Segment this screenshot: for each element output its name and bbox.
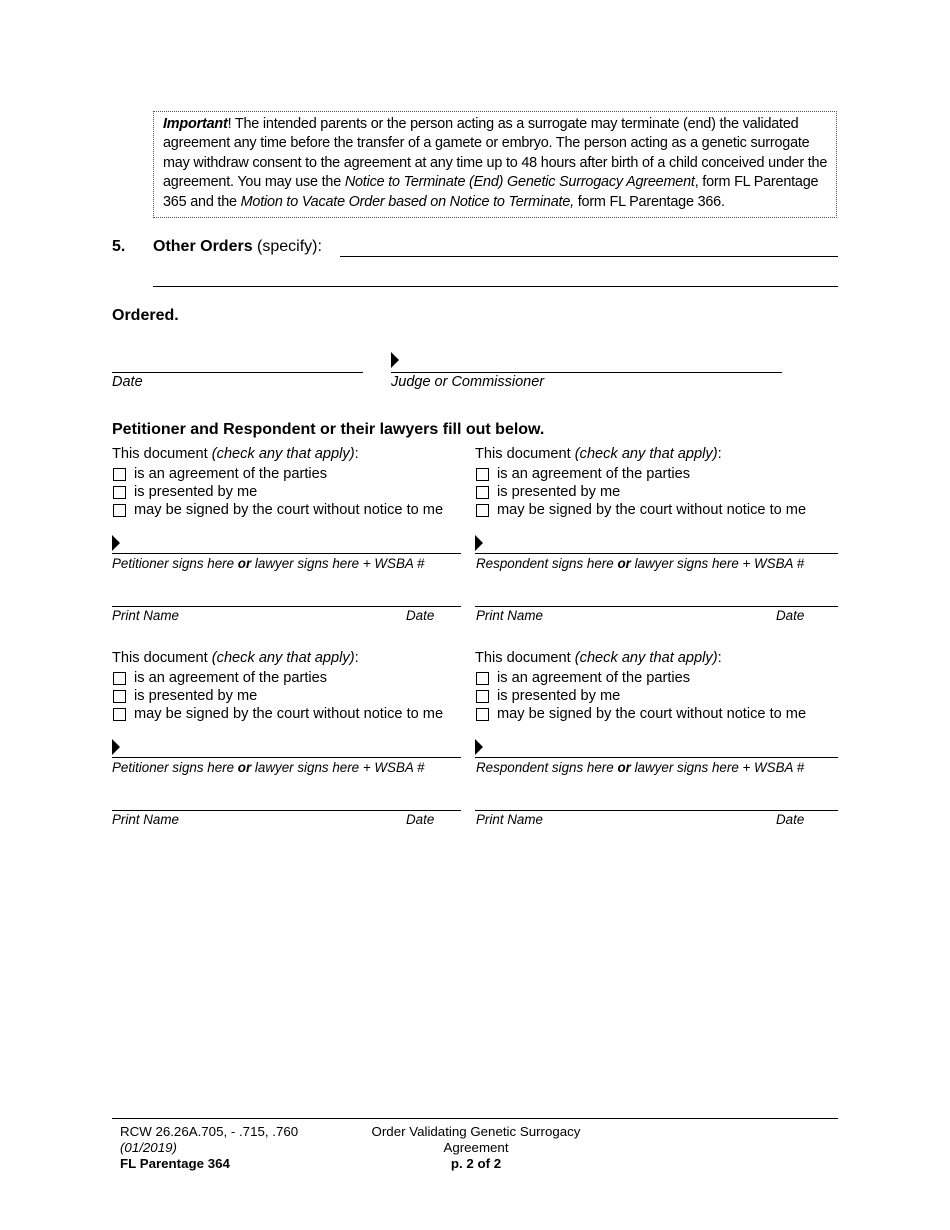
petitioner-sign-label-1: Petitioner signs here or lawyer signs here + WSBA # [112, 556, 425, 571]
parties-heading: Petitioner and Respondent or their lawyers fill out below. [112, 421, 545, 438]
footer-center [356, 1124, 596, 1172]
date-label: Date [776, 608, 805, 623]
checkbox-presented-resp-2[interactable] [476, 690, 489, 703]
date-label: Date [406, 608, 435, 623]
signature-arrow-icon [475, 739, 483, 755]
section-number: 5. [112, 238, 126, 255]
doc-check-intro-resp-1: This document (check any that apply): [475, 446, 722, 462]
respondent-print-name-line-1[interactable] [475, 606, 838, 607]
signature-arrow-icon [391, 352, 399, 368]
checkbox-no-notice-resp-2[interactable] [476, 708, 489, 721]
footer-title-line-1: Order Validating Genetic Surrogacy [371, 1124, 581, 1139]
checkbox-agreement-resp-1[interactable] [476, 468, 489, 481]
other-orders-field-line-2[interactable] [153, 286, 838, 287]
option-presented-resp-2: is presented by me [497, 688, 621, 704]
print-name-label: Print Name [112, 812, 179, 827]
section-title: Other Orders (specify): [153, 238, 322, 255]
checkbox-presented-pet-2[interactable] [113, 690, 126, 703]
option-presented-pet-1: is presented by me [134, 484, 258, 500]
checkbox-no-notice-pet-1[interactable] [113, 504, 126, 517]
option-agreement-pet-1: is an agreement of the parties [134, 466, 328, 482]
option-no-notice-resp-1: may be signed by the court without notice to me [497, 502, 807, 518]
important-label: Important [163, 116, 228, 132]
petitioner-sign-label-2: Petitioner signs here or lawyer signs here + WSBA # [112, 760, 425, 775]
important-notice: Important! The intended parents or the person acting as a surrogate may terminate (end) the validated agreement any time before the transfer of a gamete or embryo. The person acting as a genetic surrogate may withdraw consent to the agreement at any time up to 48 hours after birth of a child conceived under the agreement. You may use the Notice to Terminate (End) Genetic Surrogacy Agreement, form FL Parentage 365 and the Motion to Vacate Order based on Notice to Terminate, form FL Parentage 366. [153, 111, 837, 218]
print-name-label: Print Name [476, 812, 543, 827]
footer-form-id: FL Parentage 364 [120, 1156, 230, 1171]
footer-rcw: RCW 26.26A.705, - .715, .760 [120, 1124, 299, 1139]
signature-arrow-icon [112, 535, 120, 551]
ordered-heading: Ordered. [112, 307, 179, 324]
footer-rule [112, 1118, 838, 1119]
footer-title-line-2: Agreement [443, 1140, 509, 1155]
order-date-label: Date [112, 374, 143, 390]
footer-left [120, 1124, 298, 1172]
checkbox-agreement-resp-2[interactable] [476, 672, 489, 685]
checkbox-no-notice-resp-1[interactable] [476, 504, 489, 517]
checkbox-presented-pet-1[interactable] [113, 486, 126, 499]
judge-label: Judge or Commissioner [391, 374, 545, 390]
petitioner-print-name-line-2[interactable] [112, 810, 461, 811]
checkbox-no-notice-pet-2[interactable] [113, 708, 126, 721]
doc-check-intro-pet-1: This document (check any that apply): [112, 446, 359, 462]
footer-revision-date: (01/2019) [120, 1140, 177, 1155]
checkbox-presented-resp-1[interactable] [476, 486, 489, 499]
option-no-notice-pet-1: may be signed by the court without notice to me [134, 502, 444, 518]
option-agreement-resp-2: is an agreement of the parties [497, 670, 691, 686]
petitioner-print-name-line-1[interactable] [112, 606, 461, 607]
option-presented-pet-2: is presented by me [134, 688, 258, 704]
footer-page-number: p. 2 of 2 [450, 1156, 502, 1171]
signature-arrow-icon [475, 535, 483, 551]
option-agreement-resp-1: is an agreement of the parties [497, 466, 691, 482]
judge-signature-line[interactable] [391, 372, 782, 373]
doc-check-intro-resp-2: This document (check any that apply): [475, 650, 722, 666]
doc-check-intro-pet-2: This document (check any that apply): [112, 650, 359, 666]
option-agreement-pet-2: is an agreement of the parties [134, 670, 328, 686]
date-label: Date [406, 812, 435, 827]
petitioner-signature-line-2[interactable] [112, 757, 461, 758]
option-no-notice-resp-2: may be signed by the court without notice to me [497, 706, 807, 722]
checkbox-agreement-pet-1[interactable] [113, 468, 126, 481]
option-no-notice-pet-2: may be signed by the court without notice to me [134, 706, 444, 722]
respondent-sign-label-2: Respondent signs here or lawyer signs here + WSBA # [476, 760, 805, 775]
petitioner-signature-line-1[interactable] [112, 553, 461, 554]
respondent-print-name-line-2[interactable] [475, 810, 838, 811]
date-label: Date [776, 812, 805, 827]
order-date-line[interactable] [112, 372, 363, 373]
checkbox-agreement-pet-2[interactable] [113, 672, 126, 685]
print-name-label: Print Name [476, 608, 543, 623]
respondent-signature-line-1[interactable] [475, 553, 838, 554]
respondent-signature-line-2[interactable] [475, 757, 838, 758]
respondent-sign-label-1: Respondent signs here or lawyer signs here + WSBA # [476, 556, 805, 571]
signature-arrow-icon [112, 739, 120, 755]
print-name-label: Print Name [112, 608, 179, 623]
option-presented-resp-1: is presented by me [497, 484, 621, 500]
other-orders-field-line-1[interactable] [340, 256, 838, 257]
